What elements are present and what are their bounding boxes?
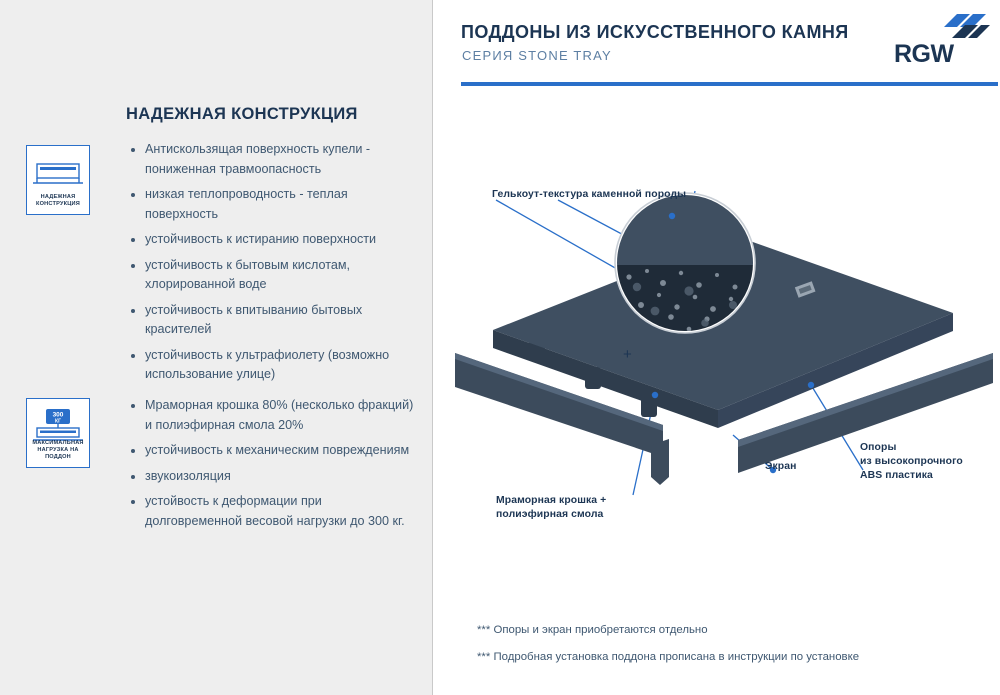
callout-marble-line1: Мраморная крошка + [496, 495, 607, 506]
list-item: устойвость к деформации при долговременной весовой нагрузки до 300 кг. [131, 492, 421, 531]
list-item: Антискользящая поверхность купели - пониженная травмоопасность [131, 140, 421, 179]
brand-logo [894, 14, 990, 70]
list-item: устойчивость к истиранию поверхности [131, 230, 421, 250]
footnote-2: *** Подробная установка поддона прописана в инструкции по установке [477, 651, 860, 663]
corner-piece [651, 439, 669, 485]
svg-text:КГ: КГ [55, 418, 61, 425]
list-item: устойчивость к ультрафиолету (возможно использование улице) [131, 346, 421, 385]
header-rule [461, 82, 998, 86]
page-subtitle: СЕРИЯ STONE TRAY [462, 48, 612, 63]
icon-box-1-caption-line1: НАДЕЖНАЯ [40, 194, 76, 200]
list-item: устойчивость к бытовым кислотам, хлорированной воде [131, 256, 421, 295]
list-item: низкая теплопроводность - теплая поверхность [131, 185, 421, 224]
callout-supports-line2: из высокопрочного [860, 456, 963, 467]
callout-gelcoat: Гелькоут-текстура каменной породы [492, 189, 687, 200]
icon-box-2-caption-line1: МАКСИМАЛЬНАЯ [32, 440, 84, 446]
callout-supports-line3: ABS пластика [860, 470, 933, 481]
feature-list-construction [131, 140, 421, 391]
logo-mark-icon [944, 14, 990, 38]
list-item: Мраморная крошка 80% (несколько фракций) и полиэфирная смола 20% [131, 396, 421, 435]
callout-supports [860, 441, 963, 483]
callout-screen: Экран [765, 461, 797, 472]
icon-box-max-load [26, 398, 90, 468]
icon-box-2-caption-line2: НАГРУЗКА НА ПОДДОН [37, 447, 79, 460]
list-item: звукоизоляция [131, 467, 421, 487]
icon-box-reliable-construction [26, 145, 90, 215]
tray-icon [27, 154, 89, 192]
callout-marble-line2: полиэфирная смола [496, 509, 604, 520]
section-title: НАДЕЖНАЯ КОНСТРУКЦИЯ [126, 105, 358, 123]
list-item: устойчивость к механическим повреждениям [131, 441, 421, 461]
texture-zoom-circle [615, 193, 755, 335]
footnote-1: *** Опоры и экран приобретаются отдельно [477, 624, 708, 636]
list-item: устойчивость к впитыванию бытовых красителей [131, 301, 421, 340]
callout-marble [496, 494, 606, 522]
product-illustration [433, 95, 1000, 655]
icon-box-1-caption [27, 194, 89, 208]
icon-box-2-caption [27, 440, 89, 461]
logo-text: RGW [894, 40, 954, 68]
svg-text:300: 300 [52, 411, 64, 419]
plus-sign: + [623, 346, 632, 363]
icon-box-1-caption-line2: КОНСТРУКЦИЯ [36, 201, 80, 207]
callout-supports-line1: Опоры [860, 442, 897, 453]
page-title: ПОДДОНЫ ИЗ ИСКУССТВЕННОГО КАМНЯ [461, 22, 849, 42]
feature-list-material [131, 396, 421, 537]
